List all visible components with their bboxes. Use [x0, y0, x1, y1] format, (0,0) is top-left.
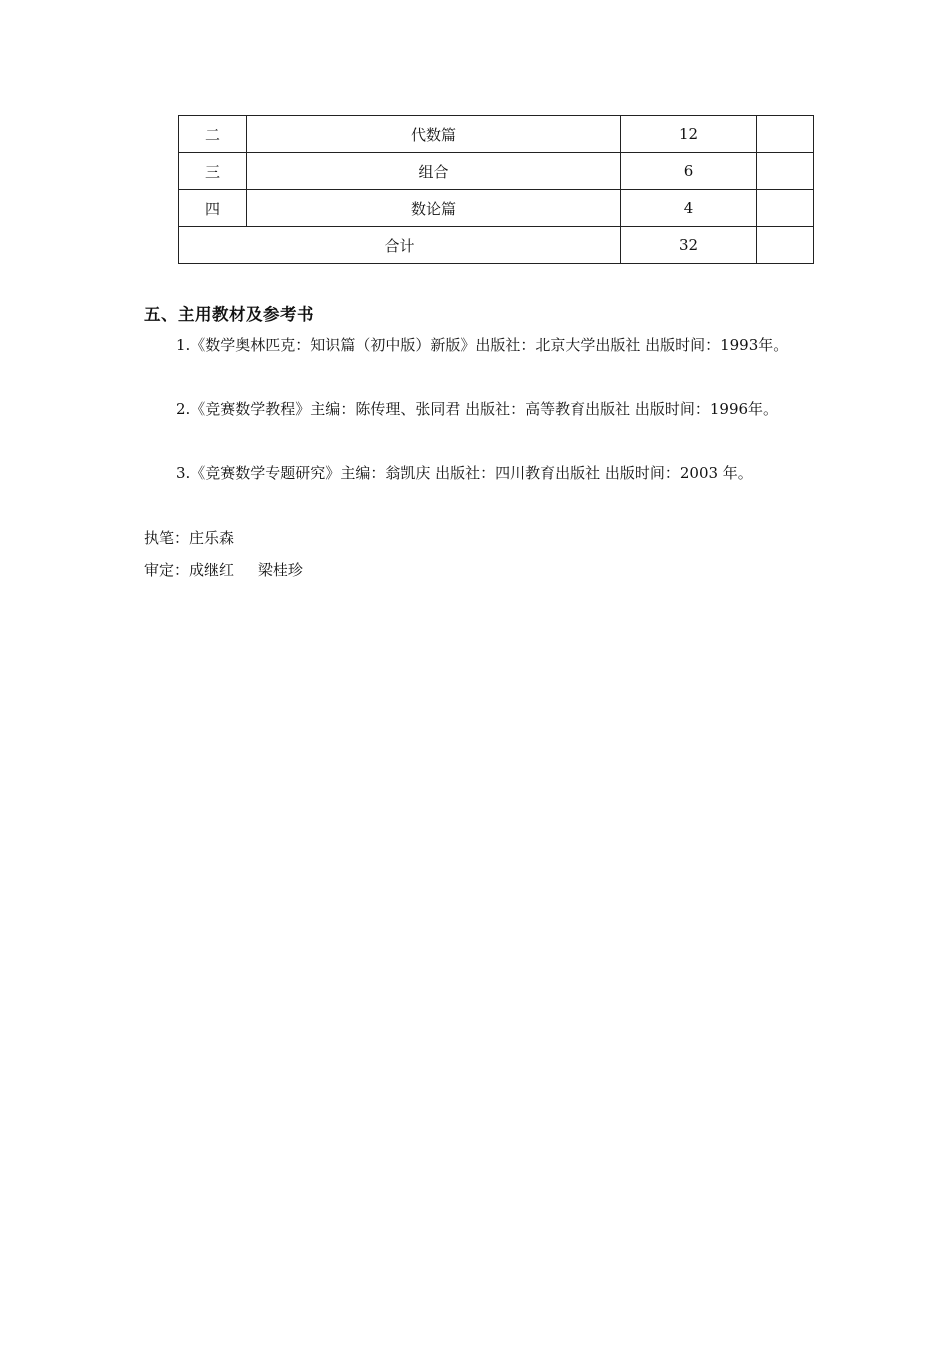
chapter-number-cell: 四 [179, 190, 247, 227]
author-line: 执笔：庄乐森 [144, 529, 235, 547]
chapter-hours-cell: 6 [621, 153, 757, 190]
chapter-note-cell [757, 190, 814, 227]
total-hours-cell: 32 [621, 227, 757, 264]
table-total-row [179, 227, 814, 264]
chapter-topic-cell: 代数篇 [247, 116, 621, 153]
chapter-number-cell: 二 [179, 116, 247, 153]
section-heading: 五、主用教材及参考书 [144, 305, 314, 324]
total-label-cell: 合计 [179, 227, 621, 264]
table-row [179, 190, 814, 227]
chapter-topic-cell: 数论篇 [247, 190, 621, 227]
chapter-hours-cell: 12 [621, 116, 757, 153]
reviewers-line: 审定：成继红 梁桂珍 [144, 561, 303, 579]
course-hours-table [178, 115, 814, 264]
total-note-cell [757, 227, 814, 264]
table-row [179, 116, 814, 153]
reference-item-2: 2.《竞赛数学教程》主编：陈传理、张同君 出版社：高等教育出版社 出版时间：1996年。 [176, 400, 779, 418]
table-row [179, 153, 814, 190]
chapter-note-cell [757, 116, 814, 153]
reference-item-3: 3.《竞赛数学专题研究》主编：翁凯庆 出版社：四川教育出版社 出版时间：2003 年。 [176, 464, 753, 482]
reference-item-1: 1.《数学奥林匹克：知识篇（初中版）新版》出版社：北京大学出版社 出版时间：1993年。 [176, 336, 789, 354]
chapter-note-cell [757, 153, 814, 190]
chapter-number-cell: 三 [179, 153, 247, 190]
chapter-hours-cell: 4 [621, 190, 757, 227]
chapter-topic-cell: 组合 [247, 153, 621, 190]
